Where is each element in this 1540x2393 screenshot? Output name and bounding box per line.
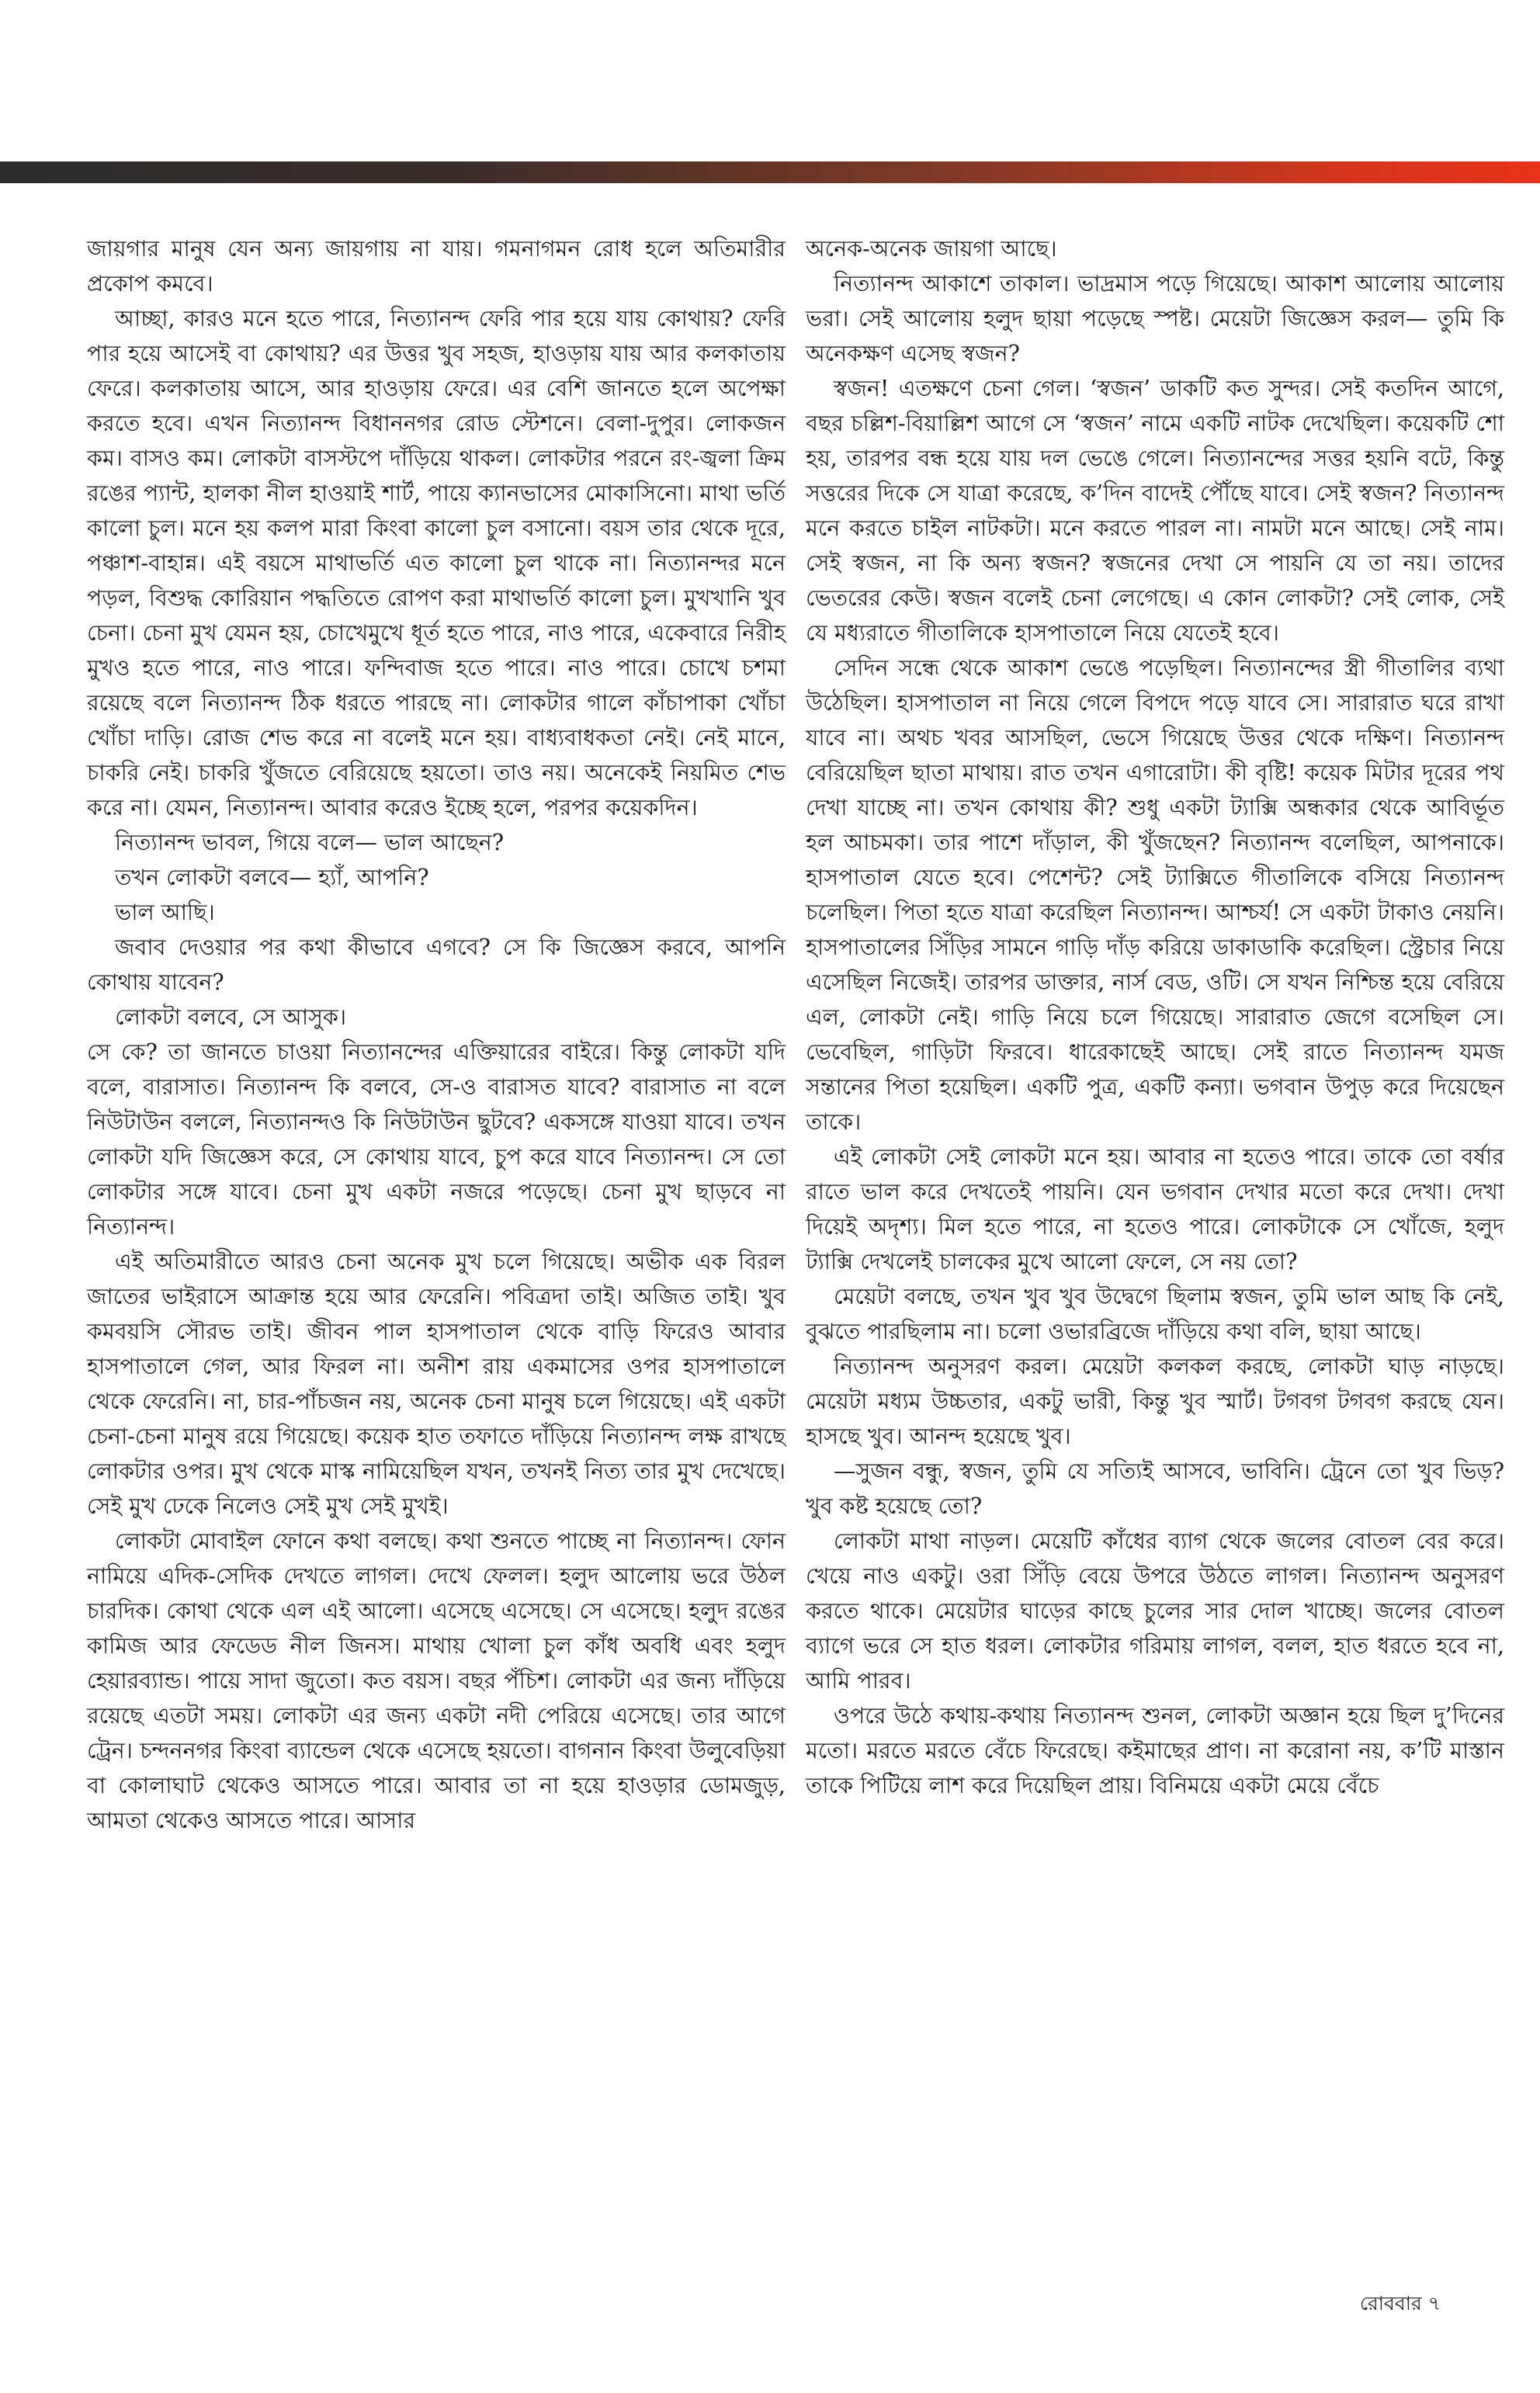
article-paragraph: স্বজন! এতক্ষণে চেনা গেল। ‘স্বজন’ ডাকটি কত সুন্দর। সেই কতদিন আগে, বছর চল্লিশ-বিয়াল্লিশ আগে সে ‘স্বজন’ নামে একটি নাটক দেখেছিল। কয়েকটি শো হয়, তারপর বন্ধ হয়ে যায় দল ভেঙে গেলে। নিত্যানন্দের সত্তর হয়নি বটে, কিন্তু সত্তরের দিকে সে যাত্রা করেছে, ক’দিন বাদেই পৌঁছে যাবে। সেই স্বজন? নিত্যানন্দ মনে করতে চাইল নাটকটা। মনে করতে পারল না। নামটা মনে আছে। সেই নাম। সেই স্বজন, না কি অন্য স্বজন? স্বজনের দেখা সে পায়নি যে তা নয়। তাদের ভেতরের কেউ। স্বজন বলেই চেনা লেগেছে। এ কোন লোকটা? সেই লোক, সেই যে মধ্যরাতে গীতালিকে হাসপাতালে নিয়ে যেতেই হবে।	[806, 376, 1504, 646]
article-column-right	[806, 231, 1504, 1803]
article-paragraph: নিত্যানন্দ অনুসরণ করল। মেয়েটা কলকল করছে, লোকটা ঘাড় নাড়ছে। মেয়েটা মধ্যম উচ্চতার, একটু ভারী, কিন্তু খুব স্মার্ট। টগবগ টগবগ করছে যেন। হাসছে খুব। আনন্দ হয়েছে খুব।	[806, 1354, 1504, 1449]
article-paragraph: লোকটা মোবাইল ফোনে কথা বলছে। কথা শুনতে পাচ্ছে না নিত্যানন্দ। ফোন নামিয়ে এদিক-সেদিক দেখতে লাগল। দেখে ফেলল। হলুদ আলোয় ভরে উঠল চারদিক। কোথা থেকে এল এই আলো। এসেছে এসেছে। সে এসেছে। হলুদ রঙের কামিজ আর ফেডেড নীল জিনস। মাথায় খোলা চুল কাঁধ অবধি এবং হলুদ হেয়ারব্যান্ড। পায়ে সাদা জুতো। কত বয়স। বছর পঁচিশ। লোকটা এর জন্য দাঁড়িয়ে রয়েছে এতটা সময়। লোকটা এর জন্য একটা নদী পেরিয়ে এসেছে। তার আগে ট্রেন। চন্দননগর কিংবা ব্যান্ডেল থেকে এসেছে হয়তো। বাগনান কিংবা উলুবেড়িয়া বা কোলাঘাট থেকেও আসতে পারে। আবার তা না হয়ে হাওড়ার ডোমজুড়, আমতা থেকেও আসতে পারে। আসার	[87, 1528, 786, 1833]
header-accent-bar	[0, 161, 1540, 183]
article-paragraph: এই লোকটা সেই লোকটা মনে হয়। আবার না হতেও পারে। তাকে তো বর্ষার রাতে ভাল করে দেখতেই পায়নি। যেন ভগবান দেখার মতো করে দেখা। দেখা দিয়েই অদৃশ্য। মিল হতে পারে, না হতেও পারে। লোকটাকে সে খোঁজে, হলুদ ট্যাক্সি দেখলেই চালকের মুখে আলো ফেলে, সে নয় তো?	[806, 1144, 1504, 1275]
article-paragraph: সে কে? তা জানতে চাওয়া নিত্যানন্দের এক্তিয়ারের বাইরে। কিন্তু লোকটা যদি বলে, বারাসাত। নিত্যানন্দ কি বলবে, সে-ও বারাসত যাবে? বারাসাত না বলে নিউটাউন বললে, নিত্যানন্দও কি নিউটাউন ছুটবে? একসঙ্গে যাওয়া যাবে। তখন লোকটা যদি জিজ্ঞেস করে, সে কোথায় যাবে, চুপ করে যাবে নিত্যানন্দ। সে তো লোকটার সঙ্গে যাবে। চেনা মুখ একটা নজরে পড়েছে। চেনা মুখ ছাড়বে না নিত্যানন্দ।	[87, 1039, 786, 1240]
article-paragraph: তখন লোকটা বলবে— হ্যাঁ, আপনি?	[115, 865, 429, 890]
page-folio: রোববার ৭	[1359, 2292, 1441, 2315]
article-paragraph: নিত্যানন্দ আকাশে তাকাল। ভাদ্রমাস পড়ে গিয়েছে। আকাশ আলোয় আলোয় ভরা। সেই আলোয় হলুদ ছায়া পড়েছে স্পষ্ট। মেয়েটা জিজ্ঞেস করল— তুমি কি অনেকক্ষণ এসেছ স্বজন?	[806, 271, 1504, 366]
article-paragraph: লোকটা মাথা নাড়ল। মেয়েটি কাঁধের ব্যাগ থেকে জলের বোতল বের করে। খেয়ে নাও একটু। ওরা সিঁড়ি বেয়ে উপরে উঠতে লাগল। নিত্যানন্দ অনুসরণ করতে থাকে। মেয়েটার ঘাড়ের কাছে চুলের সার দোল খাচ্ছে। জলের বোতল ব্যাগে ভরে সে হাত ধরল। লোকটার গরিমায় লাগল, বলল, হাত ধরতে হবে না, আমি পারব।	[806, 1528, 1504, 1694]
article-paragraph: আচ্ছা, কারও মনে হতে পারে, নিত্যানন্দ ফেরি পার হয়ে যায় কোথায়? ফেরি পার হয়ে আসেই বা কোথায়? এর উত্তর খুব সহজ, হাওড়ায় যায় আর কলকাতায় ফেরে। কলকাতায় আসে, আর হাওড়ায় ফেরে। এর বেশি জানতে হলে অপেক্ষা করতে হবে। এখন নিত্যানন্দ বিধাননগর রোড স্টেশনে। বেলা-দুপুর। লোকজন কম। বাসও কম। লোকটা বাসস্টপে দাঁড়িয়ে থাকল। লোকটার পরনে রং-জ্বলা ক্রিম রঙের প্যান্ট, হালকা নীল হাওয়াই শার্ট, পায়ে ক্যানভাসের মোকাসিনো। মাথা ভর্তি কালো চুল। মনে হয় কলপ মারা কিংবা কালো চুল বসানো। বয়স তার থেকে দূরে, পঞ্চাশ-বাহান্ন। এই বয়সে মাথাভর্তি এত কালো চুল থাকে না। নিত্যানন্দর মনে পড়ল, বিশুদ্ধ কোরিয়ান পদ্ধতিতে রোপণ করা মাথাভর্তি কালো চুল। মুখখানি খুব চেনা। চেনা মুখ যেমন হয়, চোখেমুখে ধূর্ত হতে পারে, নাও পারে, একেবারে নিরীহ মুখও হতে পারে, নাও পারে। ফন্দিবাজ হতে পারে। নাও পারে। চোখে চশমা রয়েছে বলে নিত্যানন্দ ঠিক ধরতে পারছে না। লোকটার গালে কাঁচাপাকা খোঁচা খোঁচা দাড়ি। রোজ শেভ করে না বলেই মনে হয়। বাধ্যবাধকতা নেই। নেই মানে, চাকরি নেই। চাকরি খুঁজতে বেরিয়েছে হয়তো। তাও নয়। অনেকেই নিয়মিত শেভ করে না। যেমন, নিত্যানন্দ। আবার করেও ইচ্ছে হলে, পরপর কয়েকদিন।	[87, 306, 786, 820]
article-paragraph: জায়গার মানুষ যেন অন্য জায়গায় না যায়। গমনাগমন রোধ হলে অতিমারীর প্রকোপ কমবে।	[87, 236, 786, 297]
article-paragraph: মেয়েটা বলছে, তখন খুব খুব উদ্বেগে ছিলাম স্বজন, তুমি ভাল আছ কি নেই, বুঝতে পারছিলাম না। চলো ওভারব্রিজে দাঁড়িয়ে কথা বলি, ছায়া আছে।	[806, 1284, 1504, 1344]
article-column-left	[87, 231, 786, 1838]
article-paragraph: নিত্যানন্দ ভাবল, গিয়ে বলে— ভাল আছেন?	[115, 830, 505, 855]
article-paragraph: —সুজন বন্ধু, স্বজন, তুমি যে সত্যিই আসবে, ভাবিনি। ট্রেনে তো খুব ভিড়? খুব কষ্ট হয়েছে তো?	[806, 1458, 1504, 1519]
article-paragraph: ভাল আছি।	[115, 900, 215, 925]
article-paragraph: অনেক-অনেক জায়গা আছে।	[806, 236, 1057, 262]
article-paragraph: সেদিন সন্ধে থেকে আকাশ ভেঙে পড়েছিল। নিত্যানন্দের স্ত্রী গীতালির ব্যথা উঠেছিল। হাসপাতাল না নিয়ে গেলে বিপদে পড়ে যাবে সে। সারারাত ঘরে রাখা যাবে না। অথচ খবর আসছিল, ভেসে গিয়েছে উত্তর থেকে দক্ষিণ। নিত্যানন্দ বেরিয়েছিল ছাতা মাথায়। রাত তখন এগারোটা। কী বৃষ্টি! কয়েক মিটার দূরের পথ দেখা যাচ্ছে না। তখন কোথায় কী? শুধু একটা ট্যাক্সি অন্ধকার থেকে আবির্ভূত হল আচমকা। তার পাশে দাঁড়াল, কী খুঁজছেন? নিত্যানন্দ বলেছিল, আপনাকে। হাসপাতাল যেতে হবে। পেশেন্ট? সেই ট্যাক্সিতে গীতালিকে বসিয়ে নিত্যানন্দ চলেছিল। পিতা হতে যাত্রা করেছিল নিত্যানন্দ। আশ্চর্য! সে একটা টাকাও নেয়নি। হাসপাতালের সিঁড়ির সামনে গাড়ি দাঁড় করিয়ে ডাকাডাকি করেছিল। স্ট্রেচার নিয়ে এসেছিল নিজেই। তারপর ডাক্তার, নার্স বেড, ওটি। সে যখন নিশ্চিন্ত হয়ে বেরিয়ে এল, লোকটা নেই। গাড়ি নিয়ে চলে গিয়েছে। সারারাত জেগে বসেছিল সে। ভেবেছিল, গাড়িটা ফিরবে। ধারেকাছেই আছে। সেই রাতে নিত্যানন্দ যমজ সন্তানের পিতা হয়েছিল। একটি পুত্র, একটি কন্যা। ভগবান উপুড় করে দিয়েছেন তাকে।	[806, 655, 1504, 1135]
article-paragraph: এই অতিমারীতে আরও চেনা অনেক মুখ চলে গিয়েছে। অভীক এক বিরল জাতের ভাইরাসে আক্রান্ত হয়ে আর ফেরেনি। পবিত্রদা তাই। অজিত তাই। খুব কমবয়সি সৌরভ তাই। জীবন পাল হাসপাতাল থেকে বাড়ি ফিরেও আবার হাসপাতালে গেল, আর ফিরল না। অনীশ রায় একমাসের ওপর হাসপাতালে থেকে ফেরেনি। না, চার-পাঁচজন নয়, অনেক চেনা মানুষ চলে গিয়েছে। এই একটা চেনা-চেনা মানুষ রয়ে গিয়েছে। কয়েক হাত তফাতে দাঁড়িয়ে নিত্যানন্দ লক্ষ রাখছে লোকটার ওপর। মুখ থেকে মাস্ক নামিয়েছিল যখন, তখনই নিত্য তার মুখ দেখেছে। সেই মুখ ঢেকে নিলেও সেই মুখ সেই মুখই।	[87, 1249, 786, 1519]
article-paragraph: লোকটা বলবে, সে আসুক।	[115, 1004, 347, 1030]
article-paragraph: জবাব দেওয়ার পর কথা কীভাবে এগবে? সে কি জিজ্ঞেস করবে, আপনি কোথায় যাবেন?	[87, 935, 786, 995]
article-paragraph: ওপরে উঠে কথায়-কথায় নিত্যানন্দ শুনল, লোকটা অজ্ঞান হয়ে ছিল দু’দিনের মতো। মরতে মরতে বেঁচে ফিরেছে। কইমাছের প্রাণ। না করোনা নয়, ক’টি মাস্তান তাকে পিটিয়ে লাশ করে দিয়েছিল প্রায়। বিনিময়ে একটা মেয়ে বেঁচে	[806, 1703, 1504, 1798]
